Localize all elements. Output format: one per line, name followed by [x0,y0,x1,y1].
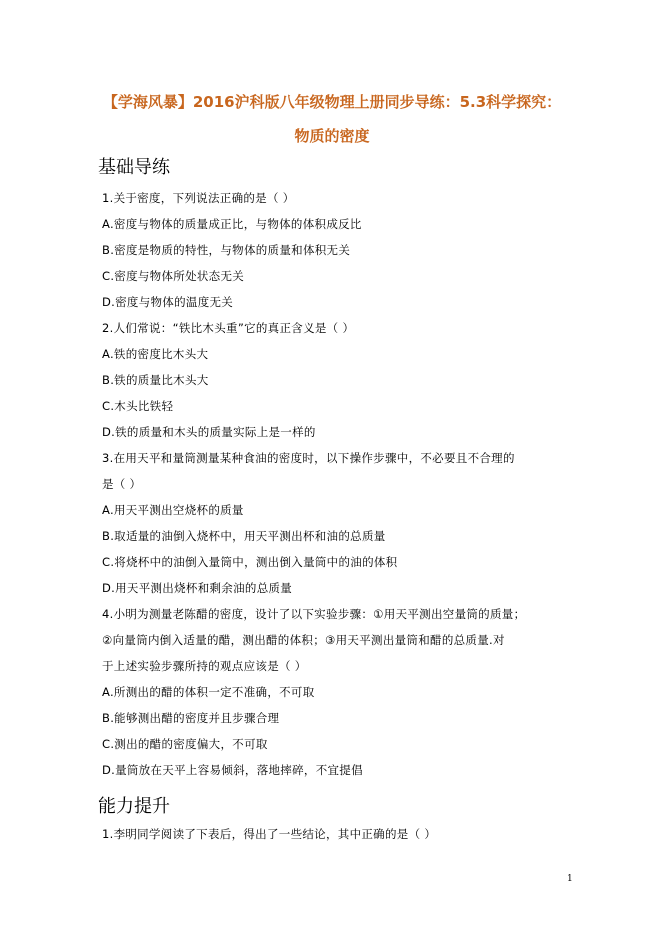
section-heading-advanced: 能力提升 [98,796,170,817]
question-4-option-d: D.量筒放在天平上容易倾斜，落地摔碎，不宜提倡 [102,763,363,777]
question-3-option-c: C.将烧杯中的油倒入量筒中，测出倒入量筒中的油的体积 [102,555,398,569]
question-1-option-d: D.密度与物体的温度无关 [102,295,234,309]
question-4-option-b: B.能够测出醋的密度并且步骤合理 [102,711,280,725]
question-1-option-a: A.密度与物体的质量成正比，与物体的体积成反比 [102,217,362,231]
question-1-option-c: C.密度与物体所处状态无关 [102,269,245,283]
question-1-option-b: B.密度是物质的特性，与物体的质量和体积无关 [102,243,351,257]
section-heading-basic: 基础导练 [98,157,170,178]
document-title-line-1: 【学海风暴】2016沪科版八年级物理上册同步导练：5.3科学探究： [102,93,562,111]
question-4-option-a: A.所测出的醋的体积一定不准确，不可取 [102,685,315,699]
question-3-option-b: B.取适量的油倒入烧杯中，用天平测出杯和油的总质量 [102,529,386,543]
question-3-option-a: A.用天平测出空烧杯的质量 [102,503,244,517]
question-4-option-c: C.测出的醋的密度偏大，不可取 [102,737,268,751]
question-4-stem-line-3: 于上述实验步骤所持的观点应该是（ ） [102,659,307,673]
question-2-option-c: C.木头比铁轻 [102,399,174,413]
question-4-stem-line-2: ②向量筒内倒入适量的醋，测出醋的体积；③用天平测出量筒和醋的总质量.对 [102,633,505,647]
question-3-option-d: D.用天平测出烧杯和剩余油的总质量 [102,581,293,595]
advanced-question-1-stem: 1.李明同学阅读了下表后，得出了一些结论，其中正确的是（ ） [102,827,437,841]
document-title-line-2: 物质的密度 [294,127,370,145]
question-1-stem: 1.关于密度，下列说法正确的是（ ） [102,191,295,205]
question-2-stem: 2.人们常说：“铁比木头重”它的真正含义是（ ） [102,321,355,335]
question-3-stem-line-2: 是（ ） [102,477,142,491]
question-4-stem-line-1: 4.小明为测量老陈醋的密度，设计了以下实验步骤：①用天平测出空量筒的质量； [102,607,526,621]
page-number: 1 [567,874,573,884]
question-2-option-d: D.铁的质量和木头的质量实际上是一样的 [102,425,316,439]
question-2-option-b: B.铁的质量比木头大 [102,373,209,387]
question-3-stem-line-1: 3.在用天平和量筒测量某种食油的密度时，以下操作步骤中，不必要且不合理的 [102,451,515,465]
question-2-option-a: A.铁的密度比木头大 [102,347,209,361]
